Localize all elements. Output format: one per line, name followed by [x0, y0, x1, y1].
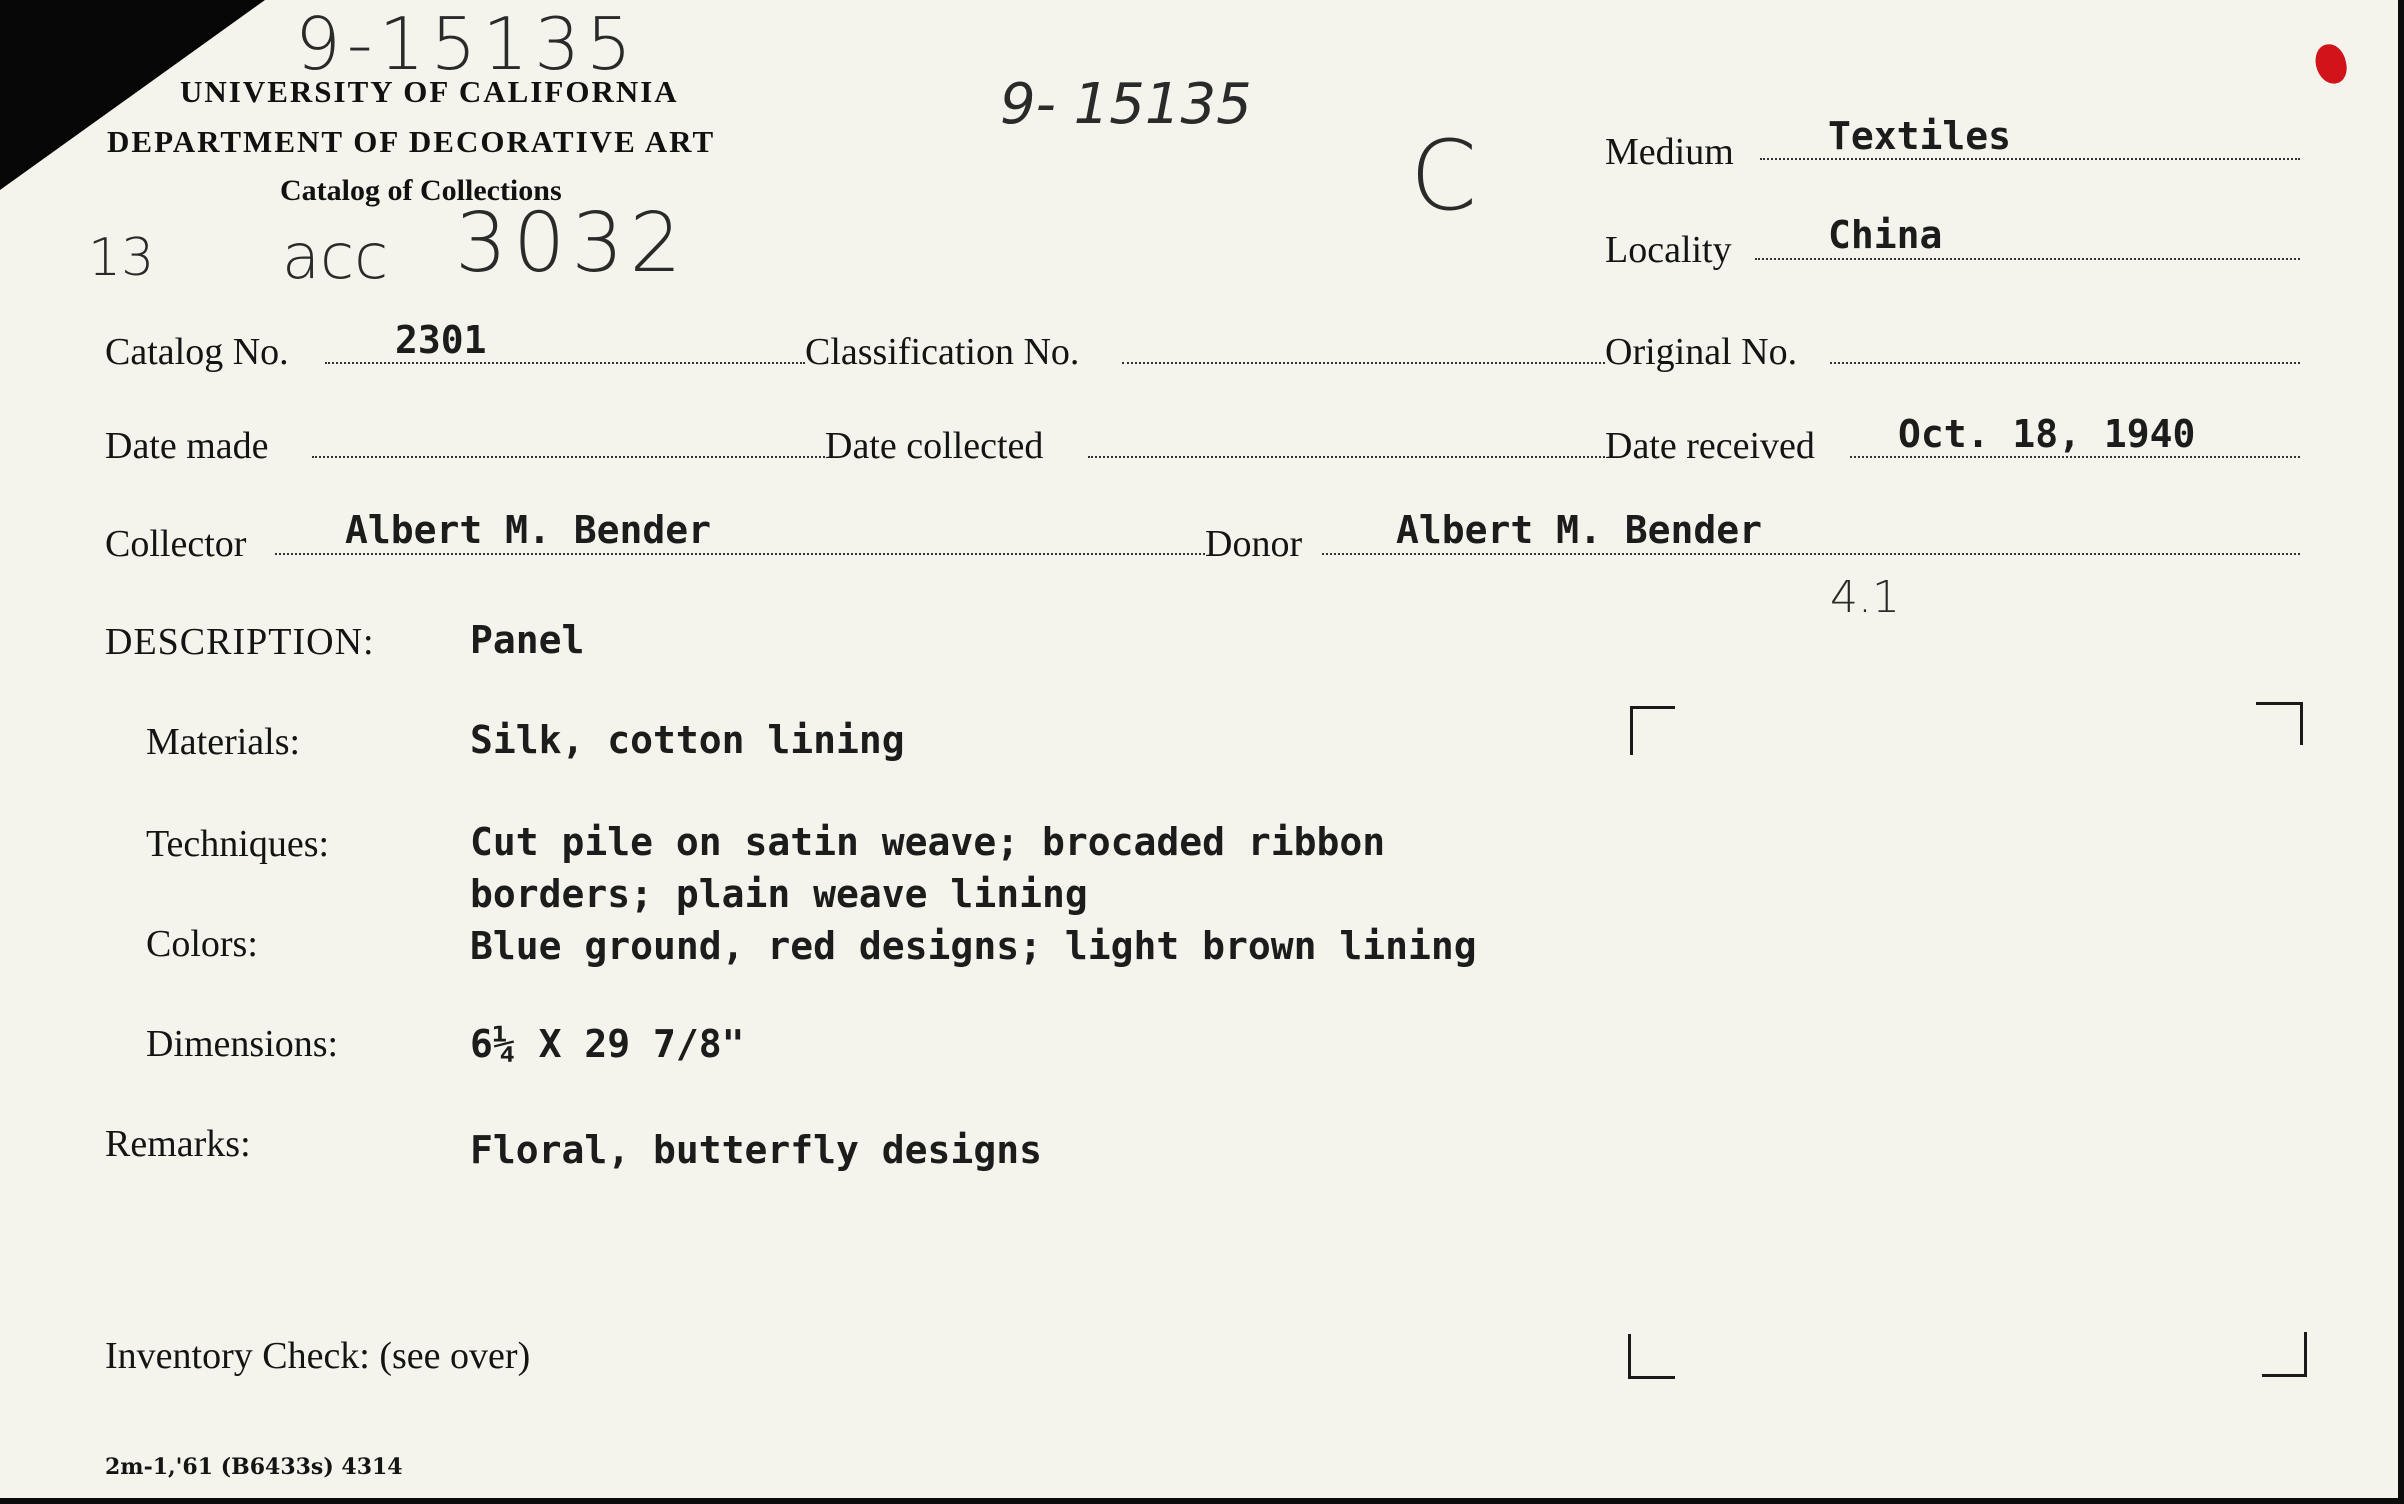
- collector-value: Albert M. Bender: [345, 508, 712, 552]
- donor-line: [1322, 553, 2300, 555]
- locality-line: [1755, 258, 2300, 260]
- locality-value: China: [1828, 213, 1943, 257]
- colors-value: Blue ground, red designs; light brown lining: [470, 924, 1477, 968]
- corner-mark-bottom-right: [2262, 1332, 2307, 1377]
- handwritten-note: 4.1: [1830, 572, 1900, 623]
- date-received-line: [1850, 456, 2300, 458]
- description-label: DESCRIPTION:: [105, 621, 375, 663]
- red-mark: [2312, 41, 2350, 86]
- catalog-no-value: 2301: [395, 318, 487, 362]
- original-no-label: Original No.: [1605, 331, 1798, 373]
- collector-label: Collector: [105, 523, 247, 565]
- medium-line: [1760, 158, 2300, 160]
- corner-mark-bottom-left: [1628, 1334, 1675, 1379]
- date-made-label: Date made: [105, 425, 269, 467]
- techniques-label: Techniques:: [146, 823, 330, 865]
- techniques-value-line2: borders; plain weave lining: [470, 872, 1088, 916]
- medium-label: Medium: [1605, 131, 1734, 173]
- handwritten-acc-prefix: 13: [88, 228, 155, 288]
- colors-label: Colors:: [146, 923, 258, 965]
- date-made-line: [312, 456, 825, 458]
- remarks-label: Remarks:: [105, 1123, 251, 1165]
- header-catalog-collections: Catalog of Collections: [280, 174, 562, 207]
- medium-value: Textiles: [1828, 114, 2012, 158]
- original-no-line: [1830, 362, 2300, 364]
- footer-print-code: 2m-1,'61 (B6433s) 4314: [105, 1454, 403, 1480]
- materials-label: Materials:: [146, 721, 301, 763]
- corner-mark-top-right: [2256, 702, 2303, 745]
- collector-line: [275, 553, 1205, 555]
- classification-no-line: [1122, 362, 1605, 364]
- classification-no-label: Classification No.: [805, 331, 1080, 373]
- inventory-check-label: Inventory Check: (see over): [105, 1335, 531, 1377]
- materials-value: Silk, cotton lining: [470, 718, 905, 762]
- date-collected-line: [1088, 456, 1605, 458]
- corner-mark-top-left: [1630, 706, 1675, 755]
- techniques-value-line1: Cut pile on satin weave; brocaded ribbon: [470, 820, 1386, 864]
- donor-label: Donor: [1205, 523, 1303, 565]
- header-university: UNIVERSITY OF CALIFORNIA: [180, 74, 679, 109]
- date-received-value: Oct. 18, 1940: [1898, 412, 2196, 456]
- date-received-label: Date received: [1605, 425, 1815, 467]
- handwritten-acc-number: 3032: [455, 196, 688, 291]
- locality-label: Locality: [1605, 229, 1732, 271]
- dimensions-label: Dimensions:: [146, 1023, 339, 1065]
- handwritten-acc-label: acc: [282, 220, 389, 293]
- dimensions-value: 6¼ X 29 7/8": [470, 1022, 745, 1066]
- donor-value: Albert M. Bender: [1396, 508, 1763, 552]
- date-collected-label: Date collected: [825, 425, 1044, 467]
- handwritten-top-number: 9-15135: [295, 2, 638, 86]
- catalog-no-line: [325, 362, 805, 364]
- handwritten-letter-c: C: [1410, 120, 1478, 232]
- remarks-value: Floral, butterfly designs: [470, 1128, 1042, 1172]
- header-department: DEPARTMENT OF DECORATIVE ART: [107, 124, 716, 159]
- handwritten-mid-number: 9- 15135: [1000, 72, 1252, 137]
- description-value: Panel: [470, 618, 585, 662]
- catalog-no-label: Catalog No.: [105, 331, 289, 373]
